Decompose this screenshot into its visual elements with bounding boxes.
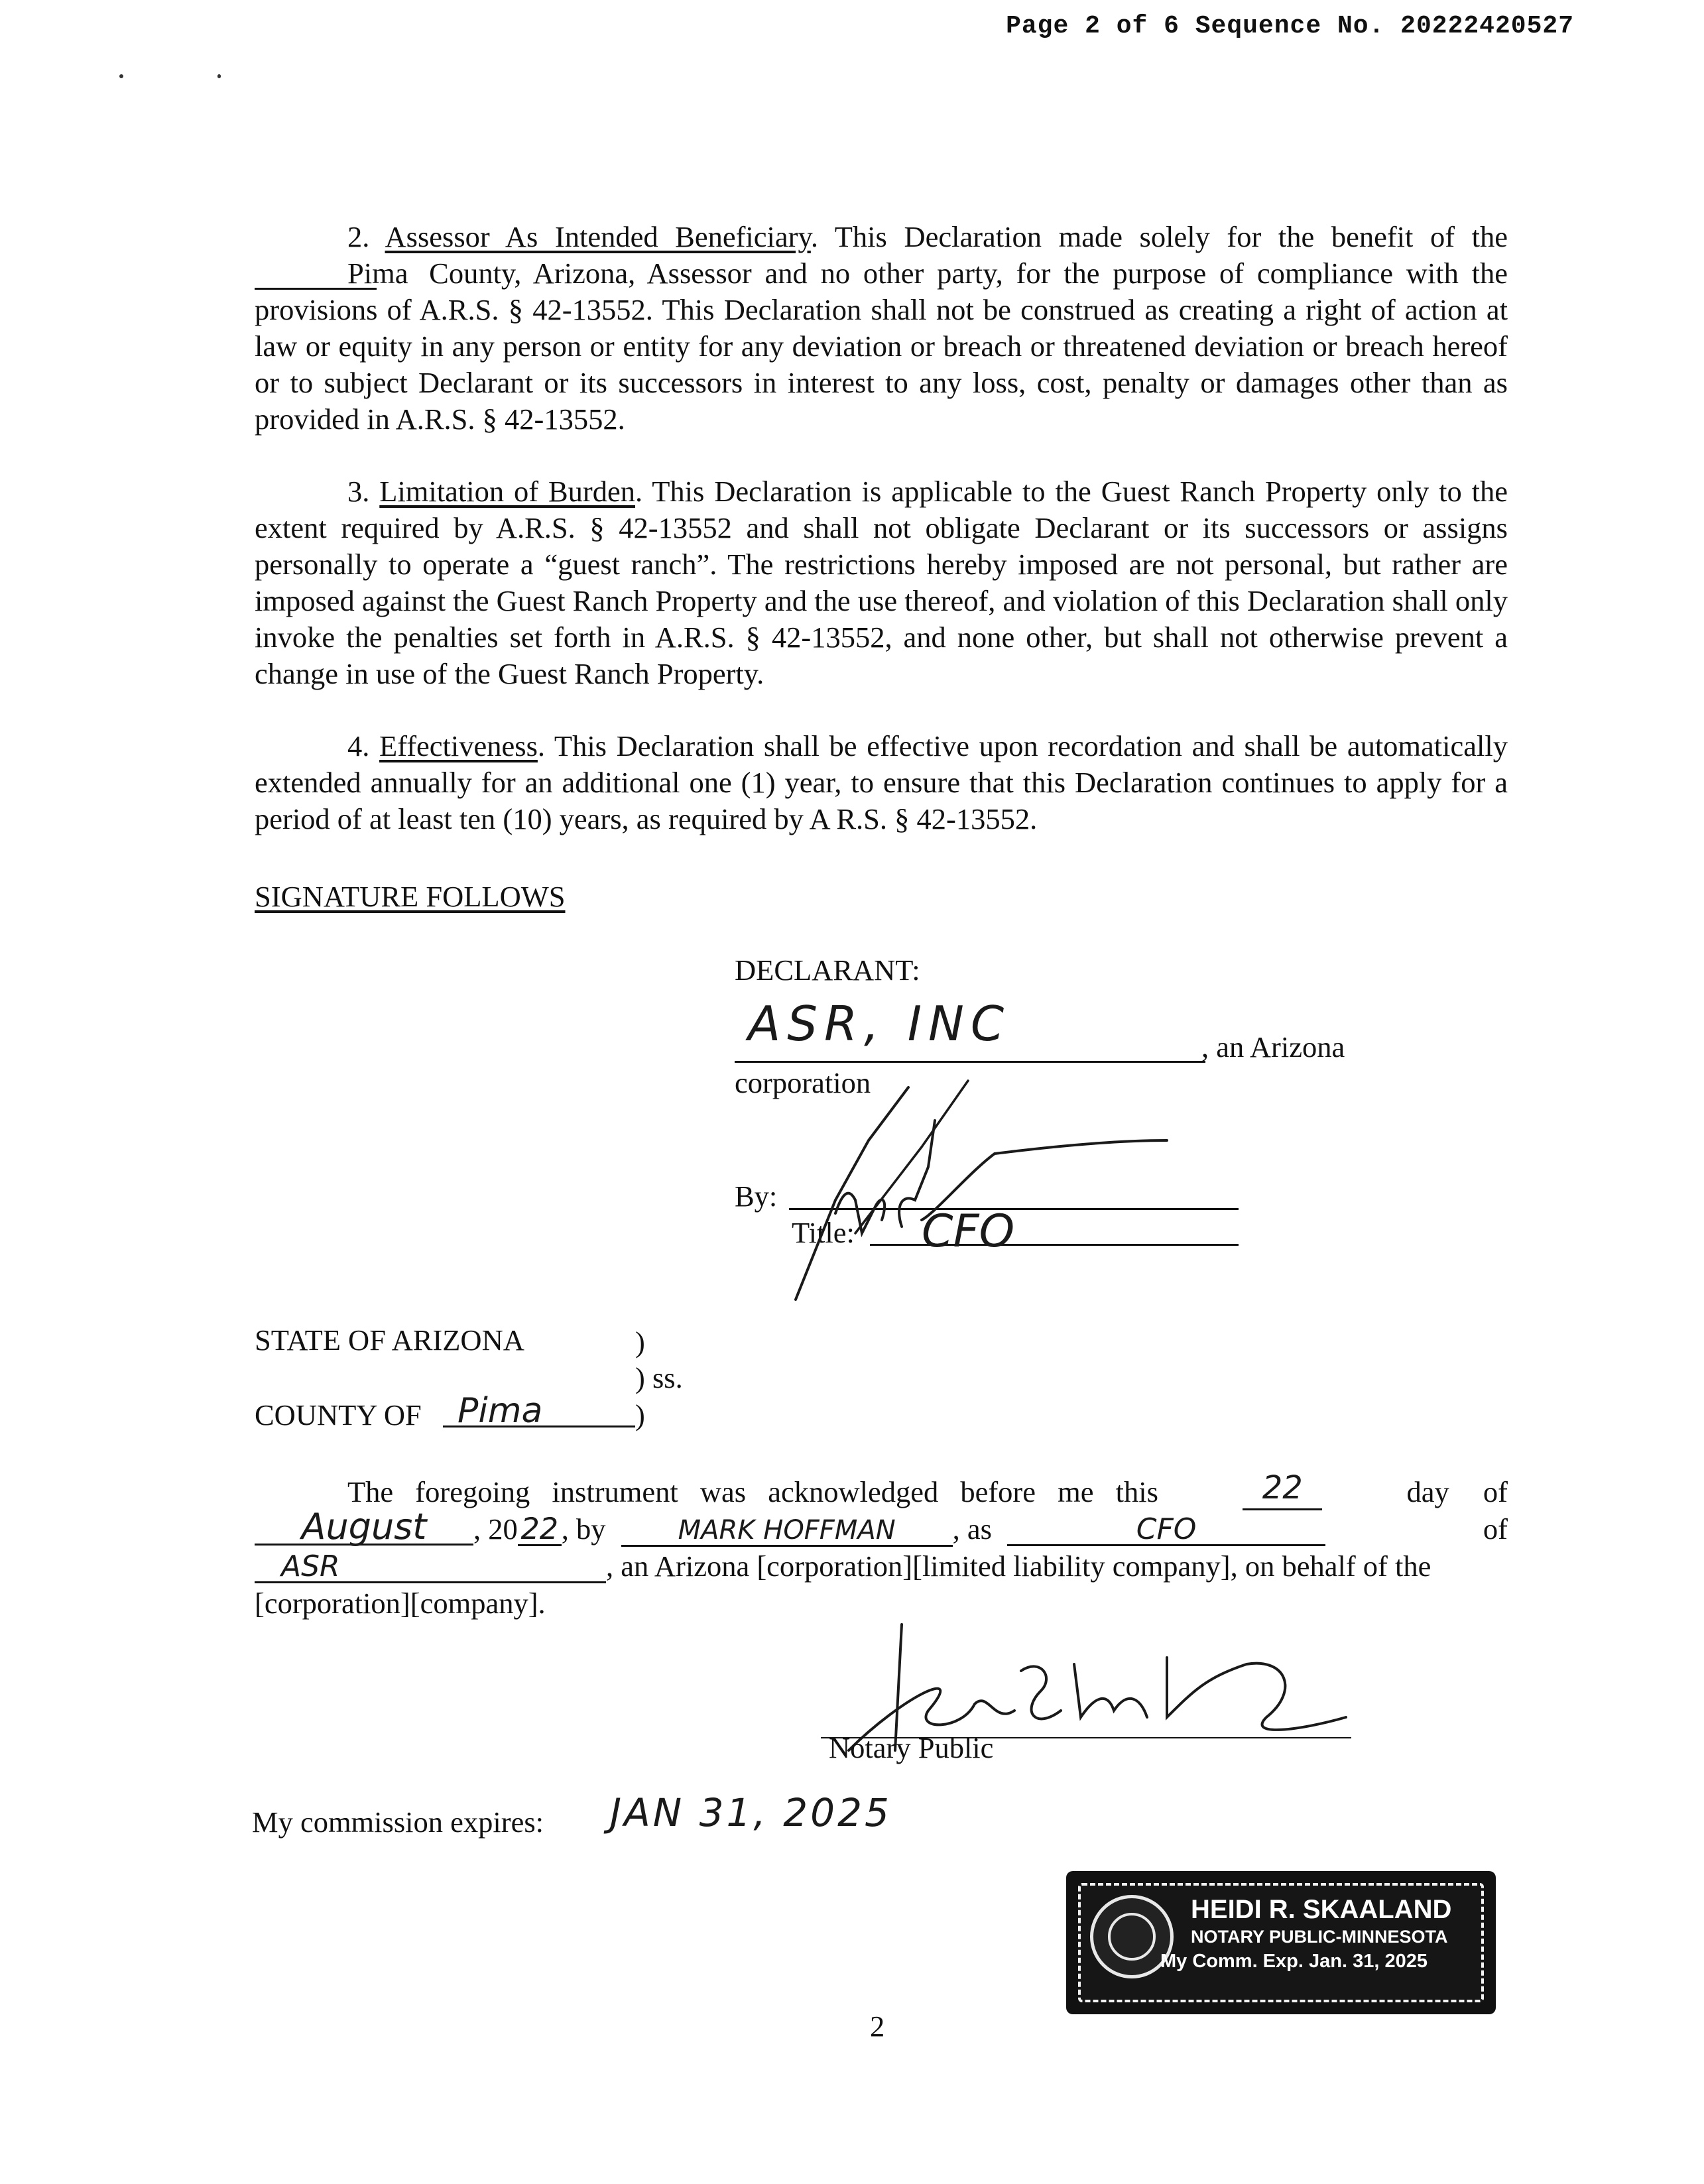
title-label: Title: <box>792 1216 855 1249</box>
venue-paren: ) <box>635 1325 645 1359</box>
ack-title: CFO <box>1136 1512 1197 1546</box>
section-heading: Effectiveness <box>379 729 538 762</box>
notary-stamp <box>1066 1871 1496 2014</box>
venue-county-handwritten: Pima <box>457 1391 543 1431</box>
notary-label: Notary Public <box>829 1731 994 1764</box>
ack-name-blank <box>621 1514 953 1547</box>
ack-text: The foregoing instrument was acknowledged before me this <box>347 1475 1158 1508</box>
section-number: 4. <box>347 729 370 762</box>
title-handwritten: CFO <box>922 1205 1015 1258</box>
section-heading: Assessor As Intended Beneficiary <box>385 220 811 253</box>
section-text: . This Declaration made solely for the benefit of the <box>810 220 1508 253</box>
venue-county-line <box>443 1426 635 1427</box>
ack-line-4 <box>255 1585 1508 1622</box>
stamp-line3: My Comm. Exp. Jan. 31, 2025 <box>1160 1951 1428 1972</box>
page-sequence-header: Page 2 of 6 Sequence No. 20222420527 <box>1006 12 1574 40</box>
ack-year-blank <box>518 1514 562 1546</box>
section-4-paragraph <box>255 728 1508 837</box>
section-text: . This Declaration shall be effective upon recordation and shall be automatically extended annually for an additional one (1) year, to ensure that this Declaration continues to apply for a period of at least ten (10) years, as required by A R.S. § 42-13552. <box>255 729 1508 835</box>
ack-entity-blank <box>255 1551 606 1583</box>
section-2-paragraph <box>255 219 1508 438</box>
declarant-label: DECLARANT: <box>735 953 920 987</box>
county-blank <box>255 257 408 290</box>
ack-line-2 <box>255 1506 1508 1547</box>
stamp-inner <box>1078 1883 1484 2002</box>
ack-text: , an Arizona [corporation][limited liability company], on behalf of the <box>606 1549 1431 1583</box>
signature-follows-heading: SIGNATURE FOLLOWS <box>255 880 566 913</box>
section-number: 3. <box>347 475 370 508</box>
ack-title-blank <box>1007 1514 1325 1546</box>
county-fill: Pima <box>347 257 408 290</box>
ack-text: day of <box>1406 1475 1508 1508</box>
ack-text: [corporation][company]. <box>255 1587 546 1620</box>
venue-state: STATE OF ARIZONA <box>255 1323 524 1357</box>
ack-month: August <box>301 1506 427 1547</box>
commission-date-handwritten: JAN 31, 2025 <box>610 1790 892 1835</box>
stamp-seal-inner <box>1108 1913 1156 1961</box>
ack-line-3 <box>255 1547 1508 1585</box>
ack-year: 22 <box>520 1512 559 1546</box>
commission-label: My commission expires: <box>252 1805 544 1839</box>
ack-name: MARK HOFFMAN <box>678 1515 896 1546</box>
scan-mark <box>217 74 221 78</box>
venue-county-label: COUNTY OF <box>255 1398 422 1431</box>
ack-text: , as <box>952 1512 992 1546</box>
ack-day-blank <box>1243 1469 1322 1510</box>
declarant-suffix: , an Arizona <box>1201 1030 1345 1063</box>
ack-entity: ASR <box>281 1549 340 1583</box>
ack-text: of <box>1483 1512 1508 1546</box>
section-text: County, Arizona, Assessor and no other party, for the purpose of compliance with the provisions of A.R.S. § 42-13552. This Declaration shall not be construed as creating a right of action at law or equity in any person or entity for any deviation or breach or threatened deviation or breach hereof or to subject Declarant or its successors in interest to any loss, cost, penalty or damages other than as provided in A.R.S. § 42-13552. <box>255 257 1508 436</box>
ack-text: , by <box>561 1512 606 1546</box>
venue-paren: ) <box>635 1398 645 1431</box>
declarant-entity-handwritten: ASR, INC <box>748 996 1011 1052</box>
page-number: 2 <box>870 2010 885 2043</box>
ack-text: , 20 <box>473 1512 518 1546</box>
by-label: By: <box>735 1180 778 1213</box>
scan-mark <box>119 74 123 78</box>
stamp-name: HEIDI R. SKAALAND <box>1191 1895 1452 1924</box>
section-text: . This Declaration is applicable to the Guest Ranch Property only to the extent required by A.R.S. § 42-13552 and shall not obligate Declarant or its successors or assigns personally to operate a “guest ranch”. The restrictions hereby imposed are not personal, but rather are imposed against the Guest Ranch Property and the use thereof, and violation of this Declaration shall only invoke the penalties set forth in A.R.S. § 42-13552, and none other, but shall not otherwise prevent a change in use of the Guest Ranch Property. <box>255 475 1508 690</box>
declarant-signature <box>769 1061 1220 1313</box>
ack-line-1 <box>255 1469 1508 1510</box>
section-3-paragraph <box>255 473 1508 692</box>
ack-day: 22 <box>1262 1469 1303 1506</box>
stamp-line2: NOTARY PUBLIC-MINNESOTA <box>1191 1927 1448 1947</box>
ack-month-blank <box>255 1506 473 1547</box>
venue-ss: ) ss. <box>635 1361 683 1394</box>
acknowledgment-paragraph <box>255 1469 1508 1622</box>
section-number: 2. <box>347 220 370 253</box>
section-heading: Limitation of Burden <box>379 475 635 508</box>
declarant-corporation-word: corporation <box>735 1066 871 1099</box>
